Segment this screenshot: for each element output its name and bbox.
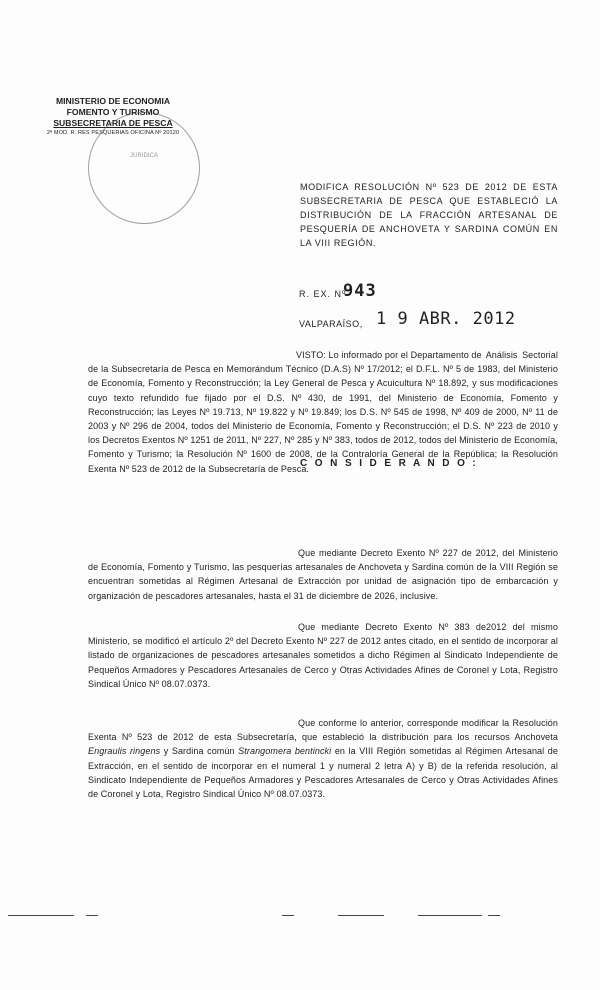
c2-lead: Que mediante Decreto Exento Nº 383 de2012 del xyxy=(298,622,525,632)
considerando-3 xyxy=(88,716,558,801)
footer-rule-4 xyxy=(338,915,384,916)
considerando-2 xyxy=(88,620,558,691)
considerando-heading: C O N S I D E R A N D O : xyxy=(300,458,479,469)
c3-text-b: y Sardina común xyxy=(163,746,235,757)
footer-rule-5 xyxy=(418,915,482,916)
stamp-text: JURIDICA xyxy=(130,153,158,159)
place: VALPARAÍSO, xyxy=(299,319,363,329)
footer-rule-6 xyxy=(488,915,500,916)
juridica-stamp xyxy=(88,112,200,224)
visto-body: Análisis Sectorial de la Subsecretaría de Pesca en Memorándum Técnico (D.A.S) Nº 17/2012; el D.F.L. Nº 5 de 1983, del Ministerio de Economía, Fomento y Reconstrucción; la Ley General de Pesca y Acuicultura Nº 18.892, y sus modificaciones cuyo texto refundido fue fijado por el D.S. Nº 430, de 1991, del Ministerio de Economía, Fomento y Reconstrucción; las Leyes Nº 19.713, Nº 19.822 y Nº 19.849; los D.S. Nº 545 de 1998, Nº 409 de 2000, Nº 11 de 2003 y Nº 296 de 2004, todos del Ministerio de Economía, Fomento y Reconstrucción; el D.S. Nº 223 de 2010 y los Decretos Exentos Nº 1251 de 2011, Nº 227, Nº 285 y Nº 383, todos de 2012, todos del Ministerio de Economía, Fomento y Turismo; la Resolución Nº 1600 de 2008, de la Contraloría General de la República; la Resolución Exenta Nº 523 de 2012 de la Subsecretaría de Pesca. xyxy=(88,350,558,474)
c3-text-a: la Resolución Exenta Nº 523 de 2012 de esta Subsecretaría, que estableció la distribución para los recursos Anchoveta xyxy=(88,718,559,743)
c2-body: mismo Ministerio, se modificó el artículo 2º del Decreto Exento Nº 227 de 2012 antes citado, en el sentido de incorporar al listado de organizaciones de pescadores artesanales sometidos a dicho Régimen al Sindicato Independiente de Pequeños Armadores y Pescadores Artesanales de Cerco y Otras Actividades Afines de Coronel y Lota, Registro Sindical Único Nº 08.07.0373. xyxy=(88,622,558,689)
c3-text-c: en la VIII Región sometidas al Régimen Artesanal de Extracción, en el sentido de incorporar en el numeral 1 y numeral 2 letra A) y B) de la referida resolución, al Sindicato Independiente de Pequeños Armadores y Pescadores Artesanales de Cerco y Otras Actividades Afines de Coronel y Lota, Registro Sindical Único Nº 08.07.0373. xyxy=(88,746,558,800)
subsecretaria-name: SUBSECRETARIA DE PESCA xyxy=(53,118,173,128)
ministry-name: MINISTERIO DE ECONOMIA xyxy=(55,96,171,106)
c1-lead: Que mediante Decreto Exento Nº 227 de 2012, del xyxy=(298,548,515,558)
visto-lead: VISTO: Lo informado por el Departamento de xyxy=(296,350,482,360)
considerando-1 xyxy=(88,546,558,603)
footer-rule-3 xyxy=(282,915,294,916)
resolution-date: 1 9 ABR. 2012 xyxy=(376,309,516,329)
species-sardina: Strangomera bentincki xyxy=(238,746,332,757)
species-anchoveta: Engraulis ringens xyxy=(88,746,161,757)
footer-rule-1 xyxy=(8,915,74,916)
rex-label: R. EX. Nº xyxy=(299,289,347,299)
footer-rule-2 xyxy=(86,915,98,916)
visto-paragraph xyxy=(88,348,558,476)
rex-number: 943 xyxy=(343,281,377,301)
c3-lead: Que conforme lo anterior, corresponde modificar xyxy=(298,718,499,728)
c1-body: Ministerio de Economía, Fomento y Turismo, las pesquerías artesanales de Anchoveta y Sardina común de la VIII Región se encuentran sometidas al Régimen Artesanal de Extracción por unidad de asignación tipo de embarcación y organización de pescadores artesanales, hasta el 31 de diciembre de 2026, inclusive. xyxy=(88,548,558,601)
header-small-line: 2ª MOD. R. RES PESQUERIAS OFICINA Nº 20120 xyxy=(46,130,180,136)
ministry-name-2: FOMENTO Y TURISMO xyxy=(66,107,160,117)
resolution-subject: MODIFICA RESOLUCIÓN Nº 523 DE 2012 DE ESTA SUBSECRETARIA DE PESCA QUE ESTABLECIÓ LA DISTRIBUCIÓN DE LA FRACCIÓN ARTESANAL DE PESQUERÍA DE ANCHOVETA Y SARDINA COMÚN EN LA VIII REGIÓN. xyxy=(300,182,558,248)
